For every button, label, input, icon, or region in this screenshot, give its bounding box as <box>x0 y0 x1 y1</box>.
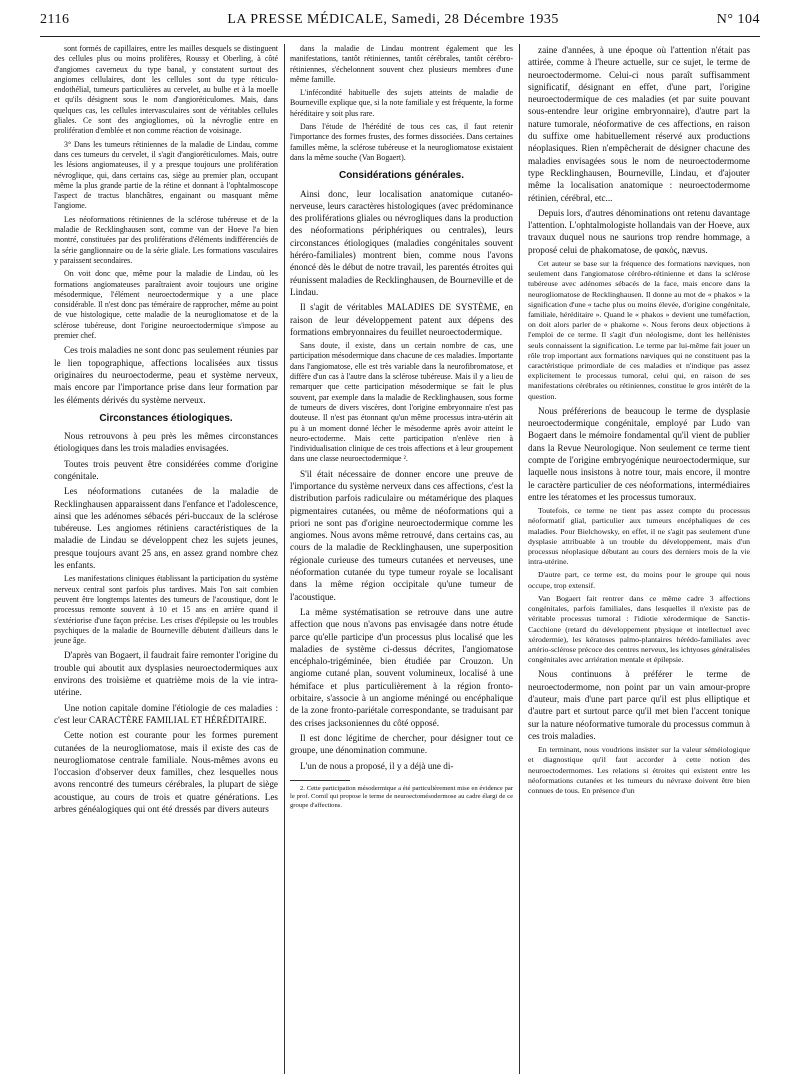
page-number: 2116 <box>40 12 70 27</box>
column-divider <box>519 44 520 1074</box>
paragraph: Toutefois, ce terme ne tient pas assez compte du processus néoformatif glial, particulier aux tumeurs encéphaliques de ces maladies. Pour Bielchowsky, en effet, il ne s'agit pas seulement d'une dysplasie attribuable à un trouble du développement, mais d'un processus néoplasique débutant au cours des derniers mois de la vie intra-utérine. <box>528 506 750 567</box>
paragraph: Les néoformations cutanées de la maladie de Recklinghausen apparaissent dans l'enfance et l'adolescence, ainsi que les adénomes sébacés péri-buccaux de la sclérose tubéreuse. Les angiomes rétiniens caractéristiques de la maladie de Lindau se développent chez les sujets jeunes, presque toujours avant 25 ans, en assez grand nombre chez les enfants. <box>54 486 278 571</box>
journal-title: LA PRESSE MÉDICALE, Samedi, 28 Décembre 1935 <box>227 12 559 27</box>
paragraph: D'autre part, ce terme est, du moins pour le groupe qui nous occupe, trop extensif. <box>528 570 750 590</box>
header-rule <box>40 36 760 37</box>
paragraph: 3° Dans les tumeurs rétiniennes de la maladie de Lindau, comme dans ces tumeurs du cervelet, il s'agit d'angioréticulomes. Mais, outre les lésions angiomateuses, il y a presque toujours une prolifération névroglique, qui, dans certains cas, siège au premier plan, occupant même la plus grande partie de la rétine et donnant à l'ophtalmoscope l'aspect de tractus blanchâtres, engainant ou masquant même l'angiome. <box>54 139 278 211</box>
paragraph: Les manifestations cliniques établissant la participation du système nerveux central sont parfois plus tardives. Mais l'on sait combien peuvent être longtemps latentes des tumeurs de l'acoustique, dont le processus remonte souvent à 10 et 15 ans en arrière quand il s'extériorise d'une façon précise. Les crises d'épilepsie ou les troubles psychiques de la maladie de Bourneville débutent d'ailleurs dans le jeune âge. <box>54 574 278 646</box>
column-3 <box>528 44 750 1074</box>
paragraph: L'un de nous a proposé, il y a déjà une di- <box>300 760 454 771</box>
issue-number: N° 104 <box>716 12 760 27</box>
section-heading: Circonstances étiologiques. <box>99 412 233 424</box>
paragraph: Il est donc légitime de chercher, pour désigner tout ce groupe, une dénomination commune. <box>290 732 513 756</box>
page-header <box>40 12 760 38</box>
paragraph: On voit donc que, même pour la maladie de Lindau, où les formations angiomateuses paraîtraient avoir toujours une origine mésodermique, l'élément neuroectodermique y a une place considérable. Il n'est donc pas téméraire de rapprocher, même au point de vue histologique, cette maladie de la neurogliomatose et de la sclérose tubéreuse, dont l'origine neuroectodermique s'impose au premier chef. <box>54 269 278 341</box>
paragraph: Sans doute, il existe, dans un certain nombre de cas, une participation mésodermique dans chacune de ces maladies. Importante dans l'angiomatose, elle est très variable dans la neurofibromatose, et diffère d'un cas à l'autre dans la sclérose tubéreuse. Mais il y a lieu de remarquer que cette participation mésodermique se fait le plus souvent, par exemple dans la maladie de Recklinghausen, sous forme de tumeurs de divers viscères, dont l'origine embryonnaire n'est pas douteuse. Il n'est pas étonnant qu'un même processus intra-utérin ait pu à un moment donné lécher le mésoderme après avoir atteint le neuro-ectoderme. Mais cette participation n'enlève rien à l'individualisation clinique de ces trois affections et à leur groupement dans une classe neuroectodermique ². <box>290 341 513 464</box>
paragraph: L'infécondité habituelle des sujets atteints de maladie de Bourneville explique que, si la note familiale y est fréquente, la forme héréditaire y soit plus rare. <box>290 88 513 118</box>
paragraph: Ainsi donc, leur localisation anatomique cutanéo-nerveuse, leurs caractères histologiques (avec prédominance des proliférations gliales ou névrogliques dans la production des néoformations périphériques ou centrales), leurs circonstances étiologiques (maladies congénitales souvent héréro-familiales) montrent bien, comme nous l'avons énoncé dès le début de notre travail, les parentés étroites qui réunissent maladies de Recklinghausen, de Bourneville et de Lindau. <box>290 188 513 297</box>
paragraph: Les néoformations rétiniennes de la sclérose tubéreuse et de la maladie de Recklinghausen sont, comme van der Hoeve l'a bien montré, constituées par des proliférations d'éléments indifférenciés de la série ganglionnaire ou de la série gliale. Les formations vasculaires y paraissent secondaires. <box>54 214 278 265</box>
paragraph: sont formés de capillaires, entre les mailles desquels se distinguent des cellules plus ou moins prolifères, Roussy et Oberling, à côté d'angiomes caverneux du type banal, y constatent surtout des angiomes cellulaires, dont les cellules sont du type réticulo-endothélial, tumeurs particulières au cervelet, au bulbe et à la moelle et qu'ils désignent sous le nom d'angioréticulomes. Mais, dans quelques cas, les cellules intervasculaires sont de véritables cellules gliales. Ce sont des angiogliomes, où la névroglie entre en prolifération d'emblée et non comme réaction de voisinage. <box>54 44 278 136</box>
section-heading: Considérations générales. <box>338 170 465 182</box>
footnote: 2. Cette participation mésodermique a été particulièrement mise en évidence par le prof. Cornil qui propose le terme de neuroectomésodermose au cadre élargi de ce groupe d'affections. <box>290 784 513 809</box>
paragraph: Une notion capitale domine l'étiologie de ces maladies : c'est leur CARACTÈRE FAMILIAL ET HÉRÉDITAIRE. <box>54 702 278 725</box>
paragraph: Nous retrouvons à peu près les mêmes circonstances étiologiques dans les trois maladies envisagées. <box>54 431 278 454</box>
column-2 <box>290 44 513 1074</box>
paragraph: Toutes trois peuvent être considérées comme d'origine congénitale. <box>54 458 278 481</box>
paragraph: Cet auteur se base sur la fréquence des formations næviques, non seulement dans l'angiomatose cérébro-rétinienne et dans la sclérose tubéreuse avec adénomes sébacés de la face, mais encore dans la neurogliomatose de Recklinghausen. Il donne au mot de « phakos » la signification d'une « tache plus ou moins élevée, d'origine congénitale, familiale, héréditaire ». Quand le « phakos » devient une tuméfaction, on doit alors parler de « phakome ». Nous ferons deux objections à l'emploi de ce terme. Il s'agit d'un néologisme, dont les hellénistes seuls connaissent la signification. Le terme par lui-même fait jouer un rôle trop important aux formations næviques qui ne constituent pas la caractéristique primordiale de ces maladies et n'indique pas assez explicitement le processus tumoral, celui qui, en raison de ses manifestations cérébrales ou rétiniennes, constitue le gros intérêt de la question. <box>528 259 750 401</box>
paragraph: Van Bogaert fait rentrer dans ce même cadre 3 affections congénitales, parfois familiales, dans lesquelles il n'existe pas de véritable processus tumoral : l'idiotie xérodermique de Sanctis-Cacchione (retard du développement physique et intellectuel avec xérodermie), les kératoses palmo-plantaires hérédo-familiales avec artério-sclérose précoce des centres nerveux, les ichtyoses généralisées congénitales avec arriération mentale et épilepsie. <box>528 593 750 665</box>
paragraph: La même systématisation se retrouve dans une autre affection que nous n'avons pas envisagée dans notre étude parce qu'elle participe d'un processus plus localisé que les maladies de système ci-dessus décrites, l'angiomatose encéphalo-trigéminée, bien étudiée par Crouzon. Un angiome cutané plan, souvent volumineux, localisé à une hémiface et plus particulièrement à la région fronto-orbitaire, s'associe à un angiome méningé ou encéphalique de la zone fronto-pariétale correspondante, se traduisant par des crises jacksoniennes du côté opposé. <box>290 606 513 728</box>
paragraph: Nous continuons à préférer le terme de neuroectodermome, non point par un vain amour-propre d'auteur, mais d'une part parce qu'il est plus elliptique et d'autre part et surtout parce qu'il met bien l'accent tonique sur la nature néoformative tumorale du processus commun à ces trois maladies. <box>528 669 750 741</box>
paragraph: Dans l'étude de l'hérédité de tous ces cas, il faut retenir l'importance des formes frustes, des formes dissociées. Dans certaines familles même, la sclérose tubéreuse et la neurogliomatose existaient dans la même souche (Van Bogaert). <box>290 122 513 162</box>
column-divider <box>284 44 285 1074</box>
column-1 <box>54 44 278 1074</box>
paragraph: zaine d'années, à une époque où l'attention n'était pas attirée, comme à l'heure actuelle, sur ce sujet, le terme de neuroectodermome. Celui-ci nous paraît suffisamment significatif, désignant en effet, d'une part, l'origine neuroectodermique de ces maladies (et par suite pouvant sous-entendre leur origine embryonnaire), d'autre part la nature tumorale, néoformative de ces affections, en raison du suffixe ome habituellement réservé aux productions néoplasiques. Rien n'empêcherait de désigner chacune des maladies envisagées sous le nom de neuroectodermome type Recklinghausen, Bourneville, Lindau, et d'ajouter même la localisation anatomique : neuroectodermome rétinien, cérébral, etc... <box>528 45 750 203</box>
paragraph: dans la maladie de Lindau montrent également que les manifestations, tantôt rétiniennes, tantôt cérébrales, tantôt cérébro-rétiniennes, s'échelonnent souvent chez plusieurs membres d'une même famille. <box>290 44 513 84</box>
paragraph: En terminant, nous voudrions insister sur la valeur séméiologique et diagnostique qu'il faut accorder à cette notion des neuroectodermomes. Les relations si étroites qui existent entre les néoformations cutanées et les tumeurs du névraxe doivent être bien connues de tous. En présence d'un <box>528 745 750 795</box>
paragraph: Depuis lors, d'autres dénominations ont retenu davantage l'attention. L'ophtalmologiste hollandais van der Hoeve, aux travaux duquel nous ne saurions trop rendre hommage, a proposé celui de phakomatose, de φακός, nævus. <box>528 207 750 255</box>
footnote-rule <box>290 780 350 781</box>
paragraph: D'après van Bogaert, il faudrait faire remonter l'origine du trouble qui aboutit aux dysplasies neuroectodermiques aux environs des troisième et quatrième mois de la vie intra-utérine. <box>54 650 278 698</box>
paragraph: S'il était nécessaire de donner encore une preuve de l'importance du système nerveux dans ces affections, c'est la distribution parfois radiculaire ou métamérique des plaques pigmentaires cutanées, ou même de néoformations qui a priori ne sont pas d'origine neuroectodermique comme les angiomes. Nous avons même retrouvé, dans certains cas, au cours de la maladie de Recklinghausen, une superposition régionale curieuse des tumeurs cutanées et nerveuses, une néoformation cutanée du type tumeur royale se localisant dans la même région occipitale qu'une tumeur de l'acoustique. <box>290 468 513 602</box>
paragraph: Il s'agit de véritables MALADIES DE SYSTÈME, en raison de leur développement patent aux dépens des formations embryonnaires du feuillet neuroectodermique. <box>290 302 513 337</box>
paragraph: Ces trois maladies ne sont donc pas seulement réunies par le lien topographique, affections localisées aux tissus originaires du neuroectoderme, peau et système nerveux, mais encore par l'importance prise dans leur formation par les éléments dérivés du système nerveux. <box>54 345 278 405</box>
paragraph: Cette notion est courante pour les formes purement cutanées de la neurogliomatose, mais il existe des cas de neurogliomatose centrale familiale. Nous-mêmes avons eu l'occasion d'observer deux familles, chez lesquelles nous avons rencontré des tumeurs cérébrales, la plupart de siège acoustique, au cours de trois et quatre générations. Les arbres généalogiques qui ont été dressés par divers auteurs <box>54 730 278 814</box>
paragraph: Nous préférerions de beaucoup le terme de dysplasie neuroectodermique congénitale, employé par Ludo van Bogaert dans le mémoire fondamental qu'il vient de publier dans la Revue Neurologique. Non seulement ce terme tient compte de l'origine embryogénique neuroectodermique, sur laquelle nous insistons à notre tour, mais encore, il montre le caractère particulier de ces néoformations, intermédiaires entre les tératomes et les processus tumoraux. <box>528 405 750 502</box>
